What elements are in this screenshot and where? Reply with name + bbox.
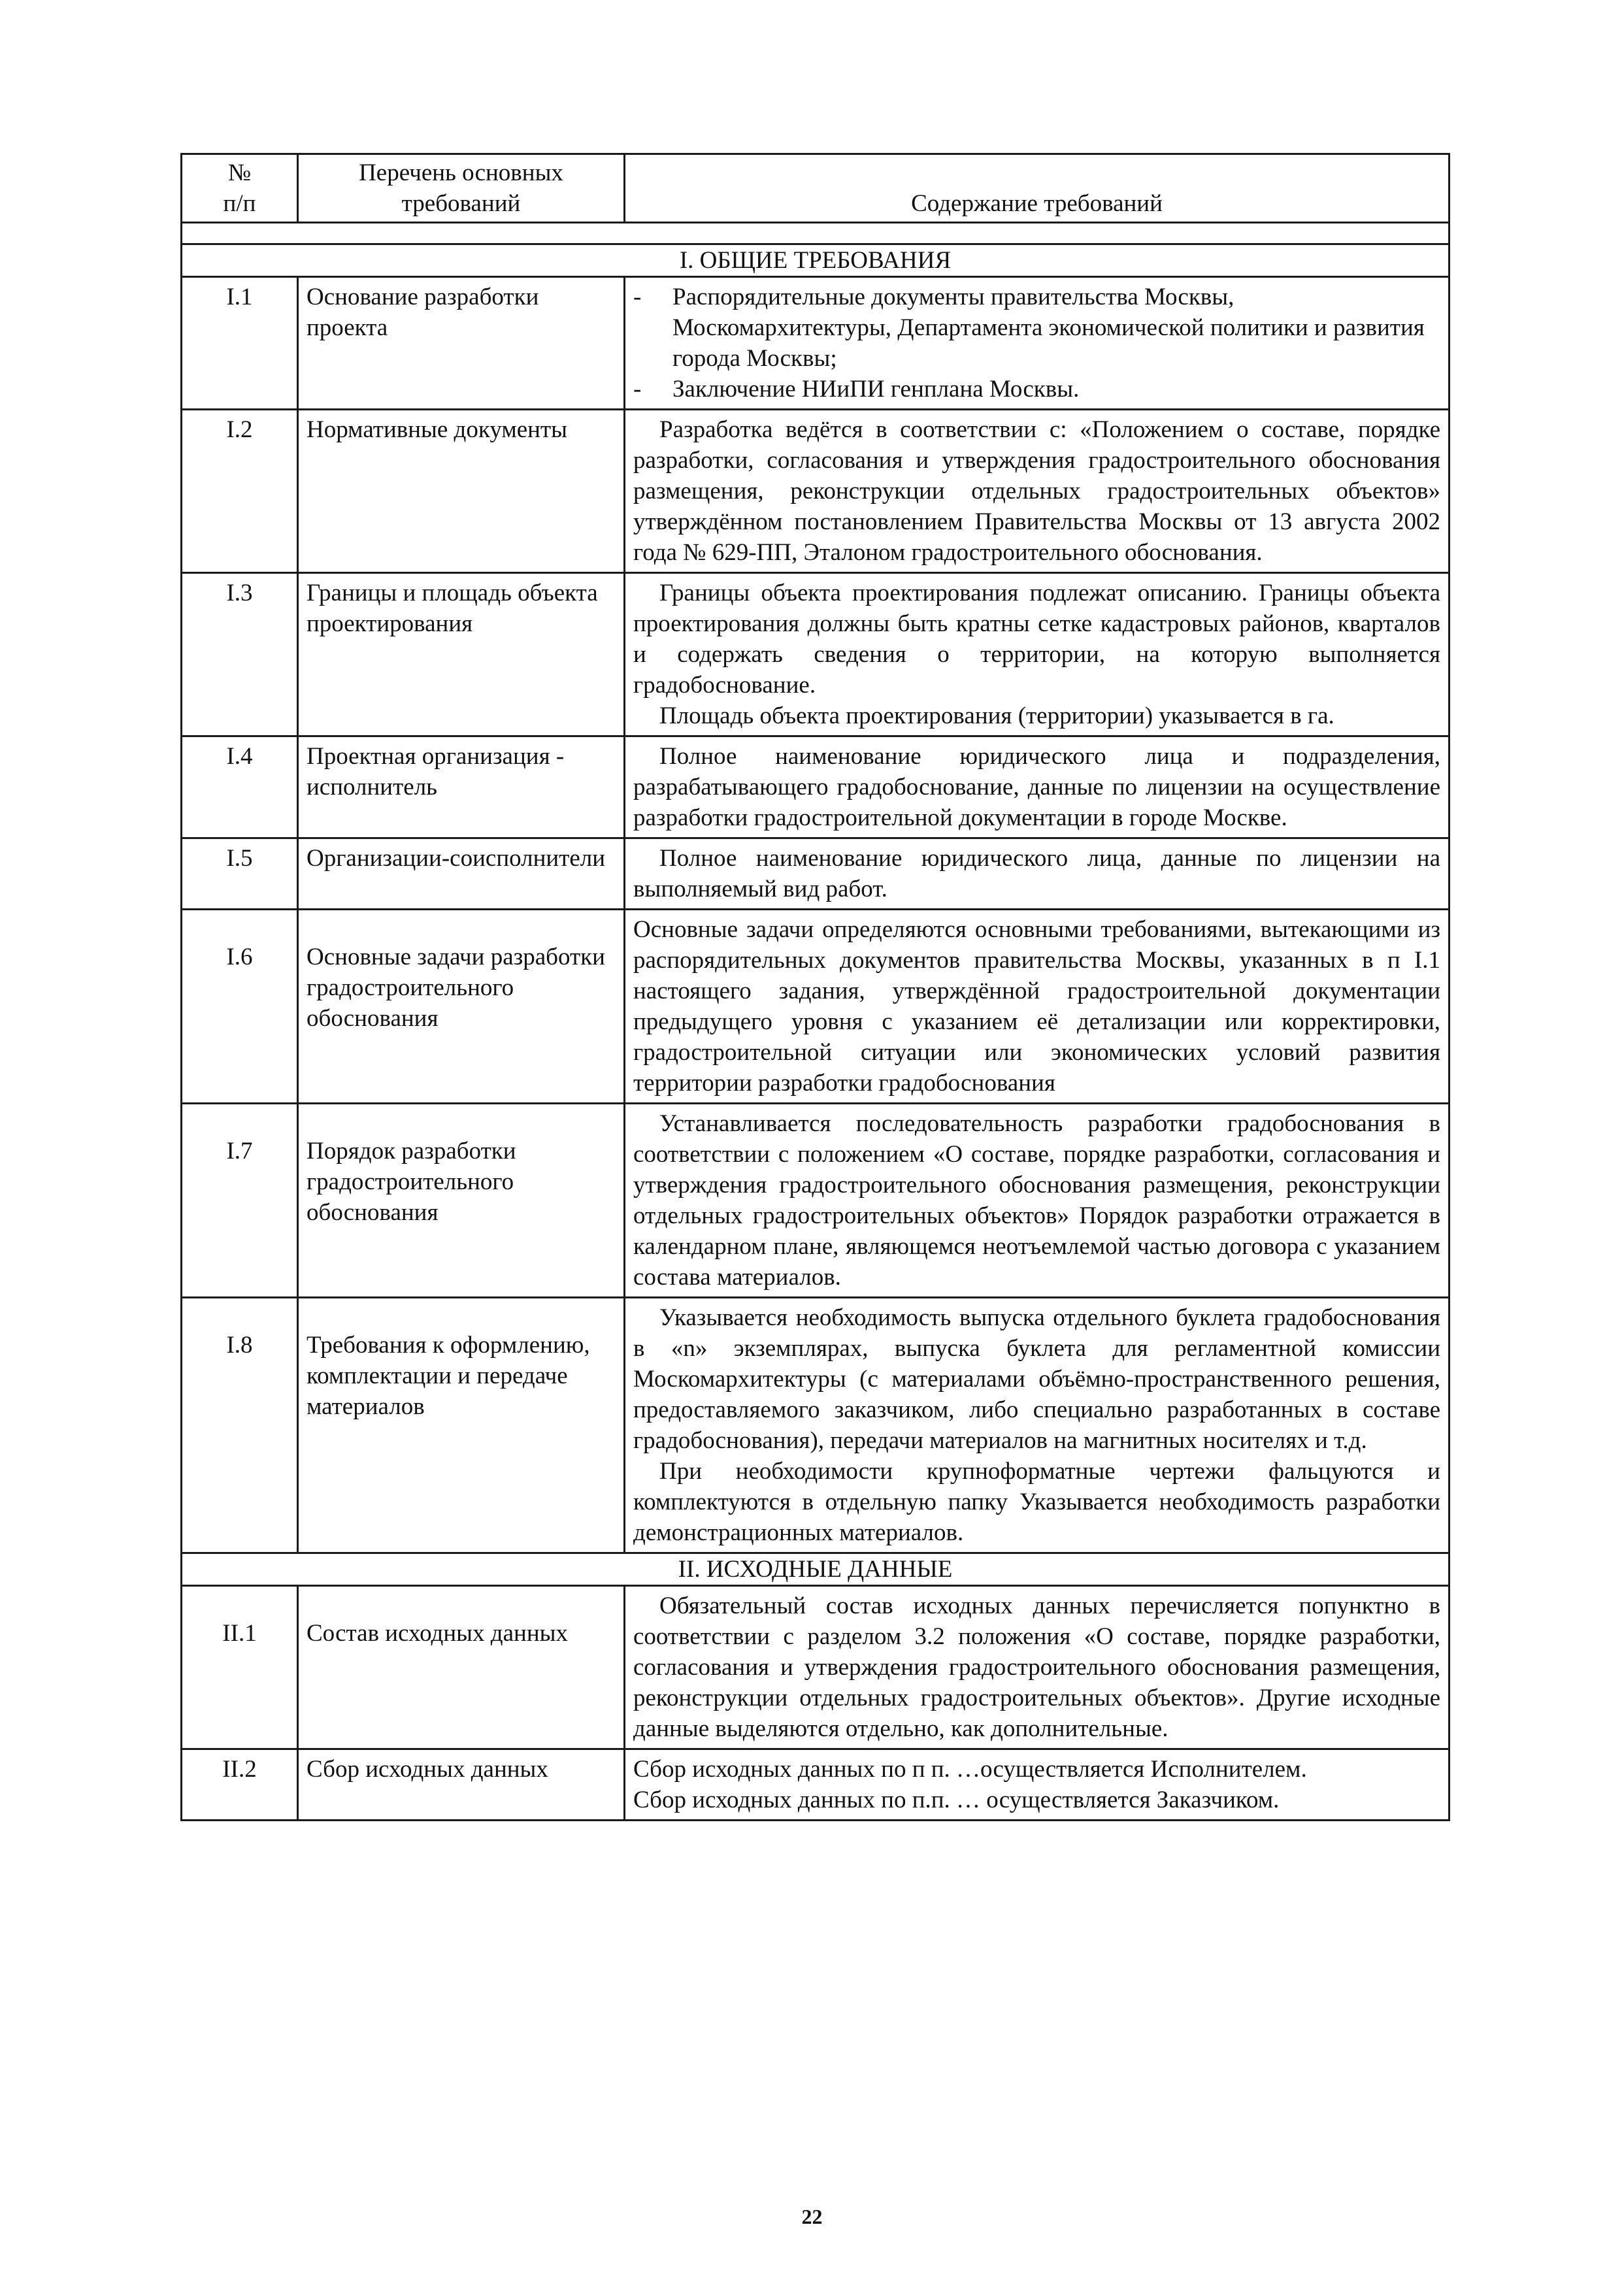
header-content-text: Содержание требований	[911, 190, 1163, 217]
row-number: II.1	[182, 1586, 298, 1749]
table-row	[182, 838, 1450, 910]
list-item	[633, 374, 1440, 404]
section-row-1	[182, 244, 1450, 277]
row-content: Полное наименование юридического лица, данные по лицензии на выполняемый вид работ.	[625, 838, 1450, 910]
row-number: I.3	[182, 573, 298, 736]
requirements-table	[180, 153, 1450, 1821]
row-number: I.8	[182, 1298, 298, 1553]
header-list-line1: Перечень основных	[359, 159, 563, 186]
list-item-text: Заключение НИиПИ генплана Москвы.	[672, 376, 1080, 403]
row-title: Проектная организация - исполнитель	[298, 736, 625, 838]
row-content: Полное наименование юридического лица и подразделения, разрабатывающего градобоснование, данные по лицензии на осуществление разработки градостроительной документации в городе Москве.	[625, 736, 1450, 838]
row-number: I.5	[182, 838, 298, 910]
row-content: Основные задачи определяются основными требованиями, вытекающими из распорядительных документов правительства Москвы, указанных в п I.1 настоящего задания, утверждённой градостроительной документации предыдущего уровня с указанием её детализации или корректировки, градостроительной ситуации или экономических условий развития территории разработки градобоснования	[625, 910, 1450, 1104]
list-item-text: Распорядительные документы правительства Москвы, Москомархитектуры, Департамента экономической политики и развития города Москвы;	[672, 284, 1425, 372]
table-header-row	[182, 154, 1450, 223]
row-title: Основание разработки проекта	[298, 277, 625, 410]
table-row	[182, 1104, 1450, 1298]
table-row	[182, 736, 1450, 838]
row-number: I.2	[182, 410, 298, 573]
header-content-cell	[625, 154, 1450, 223]
row-title: Требования к оформлению, комплектации и передаче материалов	[298, 1298, 625, 1553]
table-row	[182, 910, 1450, 1104]
header-list-line2: требований	[401, 190, 521, 217]
row-line: Сбор исходных данных по п п. …осуществляется Исполнителем.	[633, 1756, 1307, 1783]
section-title-2: II. ИСХОДНЫЕ ДАННЫЕ	[182, 1553, 1450, 1586]
header-number-cell	[182, 154, 298, 223]
section-title-1: I. ОБЩИЕ ТРЕБОВАНИЯ	[182, 244, 1450, 277]
row-paragraph: При необходимости крупноформатные чертежи фальцуются и комплектуются в отдельную папку Указывается необходимость разработки демонстрационных материалов.	[633, 1458, 1440, 1546]
row-content	[625, 1298, 1450, 1553]
dash-mark: -	[633, 376, 642, 403]
row-title: Нормативные документы	[298, 410, 625, 573]
table-row	[182, 277, 1450, 410]
row-number: I.6	[182, 910, 298, 1104]
section-row-2	[182, 1553, 1450, 1586]
row-paragraph: Границы объекта проектирования подлежат описанию. Границы объекта проектирования должны быть кратны сетке кадастровых районов, кварталов и содержать сведения о территории, на которую выполняется градобоснование.	[633, 580, 1440, 699]
row-title: Состав исходных данных	[298, 1586, 625, 1749]
row-content: Обязательный состав исходных данных перечисляется попунктно в соответствии с разделом 3.2 положения «О составе, порядке разработки, согласования и утверждения градостроительного обоснования размещения, реконструкции отдельных градостроительных объектов». Другие исходные данные выделяются отдельно, как дополнительные.	[625, 1586, 1450, 1749]
table-row	[182, 410, 1450, 573]
header-list-cell	[298, 154, 625, 223]
row-paragraph: Площадь объекта проектирования (территории) указывается в га.	[659, 702, 1334, 729]
table-row	[182, 573, 1450, 736]
row-content: Устанавливается последовательность разработки градобоснования в соответствии с положением «О составе, порядке разработки, согласования и утверждения градостроительного обоснования размещения, реконструкции отдельных градостроительных объектов» Порядок разработки отражается в календарном плане, являющемся неотъемлемой частью договора с указанием состава материалов.	[625, 1104, 1450, 1298]
row-title: Границы и площадь объекта проектирования	[298, 573, 625, 736]
row-content	[625, 277, 1450, 410]
row-title: Организации-соисполнители	[298, 838, 625, 910]
row-number: I.1	[182, 277, 298, 410]
row-number: II.2	[182, 1749, 298, 1821]
spacer-cell	[182, 223, 1450, 244]
page-number: 22	[801, 2205, 823, 2228]
row-content: Разработка ведётся в соответствии с: «Положением о составе, порядке разработки, согласования и утверждения градостроительного обоснования размещения, реконструкции отдельных градостроительных объектов» утверждённом постановлением Правительства Москвы от 13 августа 2002 года № 629-ПП, Эталоном градостроительного обоснования.	[625, 410, 1450, 573]
row-paragraph: Указывается необходимость выпуска отдельного буклета градобоснования в «n» экземплярах, выпуска буклета для регламентной комиссии Москомархитектуры (с материалами объёмно-пространственного решения, предоставляемого заказчиком, либо специально разработанных в составе градобоснования), передачи материалов на магнитных носителях и т.д.	[633, 1304, 1440, 1454]
row-content	[625, 1749, 1450, 1821]
row-content	[625, 573, 1450, 736]
dash-mark: -	[633, 284, 642, 310]
table-row	[182, 1749, 1450, 1821]
header-number-line1: №	[227, 159, 252, 186]
row-title: Порядок разработки градостроительного обоснования	[298, 1104, 625, 1298]
table-row	[182, 1298, 1450, 1553]
list-item	[633, 282, 1440, 374]
row-number: I.4	[182, 736, 298, 838]
table-row	[182, 1586, 1450, 1749]
row-title: Сбор исходных данных	[298, 1749, 625, 1821]
row-number: I.7	[182, 1104, 298, 1298]
row-line: Сбор исходных данных по п.п. … осуществляется Заказчиком.	[633, 1787, 1280, 1813]
header-spacer-row	[182, 223, 1450, 244]
header-number-line2: п/п	[223, 190, 256, 217]
row-title: Основные задачи разработки градостроительного обоснования	[298, 910, 625, 1104]
